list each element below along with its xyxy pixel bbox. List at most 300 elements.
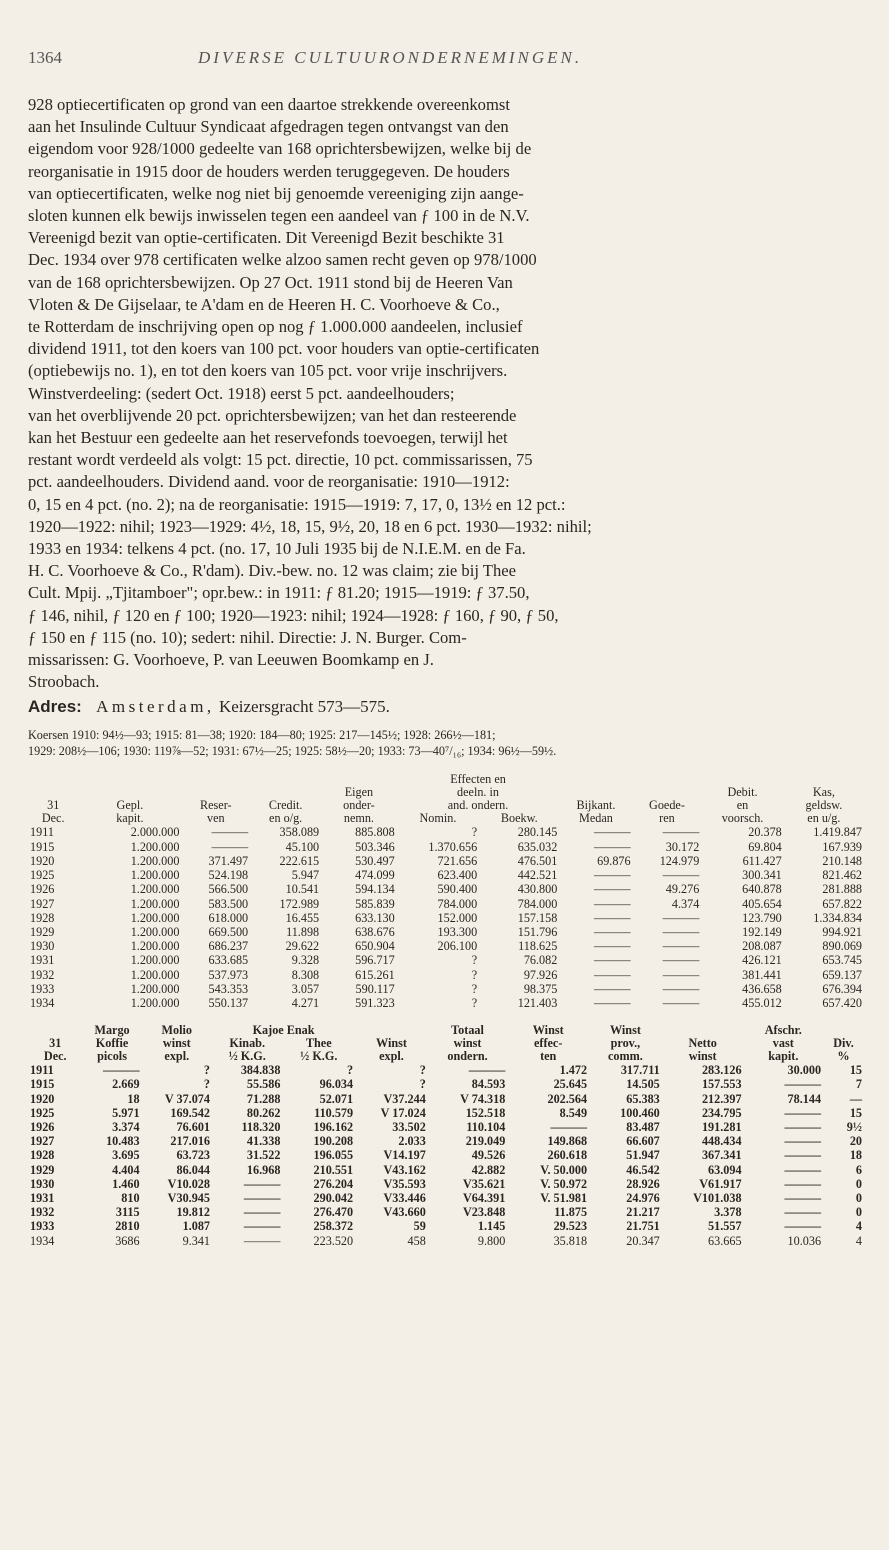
- table-cell: 1927: [30, 1134, 55, 1149]
- table-cell: 1920: [30, 1091, 55, 1106]
- table-row: [28, 1120, 864, 1134]
- table-cell: 123.790: [742, 910, 782, 925]
- table-cell: ———: [662, 967, 700, 982]
- column-header: and. ondern.: [447, 799, 509, 813]
- table-cell: ———: [784, 1219, 822, 1234]
- table-cell: V 37.074: [164, 1091, 210, 1106]
- table-cell: 623.400: [437, 868, 478, 883]
- table-row: [28, 1148, 864, 1162]
- paragraph-line: (optiebewijs no. 1), en tot den koers van 105 pct. voor vrije inschrijvers.: [28, 361, 508, 381]
- table-cell: 1925: [30, 1105, 55, 1120]
- column-header: Effecten en: [450, 773, 506, 787]
- table-cell: 657.420: [822, 995, 862, 1010]
- table-cell: 657.822: [822, 896, 862, 911]
- column-header: deeln. in: [457, 786, 499, 800]
- column-header: Debit.: [727, 786, 758, 800]
- table-cell: 4.374: [671, 896, 700, 911]
- table-row: [28, 1234, 864, 1248]
- table-cell: 594.134: [355, 882, 395, 897]
- header-row: [28, 1050, 864, 1063]
- table-cell: V 17.024: [380, 1105, 426, 1120]
- column-header: %: [837, 1050, 850, 1064]
- table-cell: ———: [211, 839, 249, 854]
- paragraph-line: Cult. Mpij. „Tjitamboer"; opr.bew.: in 1911: ƒ 81.20; 1915—1919: ƒ 37.50,: [28, 583, 530, 603]
- column-header: Bijkant.: [576, 799, 616, 813]
- header-row: [28, 786, 864, 799]
- table-cell: 1.200.000: [130, 981, 180, 996]
- table-cell: 890.069: [822, 939, 862, 954]
- table-row: [28, 1106, 864, 1120]
- column-header: Eigen: [344, 786, 374, 800]
- body-paragraph: [28, 94, 864, 693]
- table-cell: 196.162: [313, 1119, 354, 1134]
- table-cell: 1.472: [559, 1063, 588, 1078]
- table-cell: ———: [784, 1148, 822, 1163]
- table-cell: 503.346: [355, 839, 395, 854]
- table-cell: ?: [203, 1063, 210, 1078]
- page-header: [28, 48, 864, 80]
- column-header: [28, 1024, 83, 1037]
- table-cell: 20: [849, 1134, 862, 1149]
- table-cell: 222.615: [279, 853, 320, 868]
- table-cell: V. 51.981: [540, 1190, 588, 1205]
- table-cell: 63.094: [708, 1162, 742, 1177]
- table-cell: 258.372: [313, 1219, 354, 1234]
- quote-line: Koersen 1910: 94½—93; 1915: 81—38; 1920: 184—80; 1925: 217—145½; 1928: 266½—181;: [28, 728, 496, 743]
- table-cell: 1.200.000: [130, 882, 180, 897]
- table-cell: 19.812: [176, 1205, 210, 1220]
- table-cell: 190.208: [313, 1134, 354, 1149]
- table-cell: 276.470: [313, 1205, 354, 1220]
- table-cell: 124.979: [659, 853, 700, 868]
- table-cell: V37.244: [383, 1091, 426, 1106]
- table-cell: V 74.318: [460, 1091, 506, 1106]
- table-row: [28, 911, 864, 925]
- table-cell: 810: [121, 1190, 140, 1205]
- table-cell: ———: [784, 1205, 822, 1220]
- table-cell: 152.000: [437, 910, 478, 925]
- table-cell: 118.625: [518, 939, 558, 954]
- table-cell: ———: [784, 1105, 822, 1120]
- table-cell: 283.126: [701, 1063, 742, 1078]
- table-cell: V35.621: [462, 1176, 506, 1191]
- column-header: Credit.: [268, 799, 303, 813]
- table-cell: 11.898: [286, 924, 320, 939]
- table-cell: 1926: [30, 1119, 55, 1134]
- table-cell: 3.057: [291, 981, 320, 996]
- paragraph-line: missarissen: G. Voorhoeve, P. van Leeuwen Boomkamp en J.: [28, 650, 434, 670]
- table-cell: V. 50.972: [540, 1176, 588, 1191]
- table-cell: ———: [662, 981, 700, 996]
- table-cell: 300.341: [742, 868, 782, 883]
- price-quotes: [28, 727, 864, 759]
- table-cell: 25.645: [553, 1077, 588, 1092]
- table-cell: V61.917: [699, 1176, 742, 1191]
- table-cell: ———: [594, 825, 631, 840]
- table-cell: ?: [471, 825, 478, 840]
- table-cell: 212.397: [701, 1091, 742, 1106]
- table-cell: ———: [662, 825, 700, 840]
- table-cell: 52.071: [319, 1091, 354, 1106]
- table-cell: 28.926: [626, 1176, 660, 1191]
- table-cell: 686.237: [208, 939, 249, 954]
- paragraph-line: Stroobach.: [28, 672, 100, 692]
- table-cell: 455.012: [742, 995, 782, 1010]
- column-header: Margo: [94, 1024, 130, 1038]
- table-cell: ———: [784, 1077, 822, 1092]
- column-header: Kinab.: [229, 1037, 265, 1051]
- table-cell: 7: [855, 1077, 862, 1092]
- column-header: kapit.: [116, 812, 144, 826]
- table-cell: 358.089: [279, 825, 320, 840]
- table-cell: ———: [243, 1205, 281, 1220]
- column-header: Dec.: [41, 812, 65, 826]
- table-cell: 210.551: [313, 1162, 354, 1177]
- table-cell: 98.375: [523, 981, 558, 996]
- table-cell: 994.921: [822, 924, 862, 939]
- table-cell: 1.200.000: [130, 910, 180, 925]
- table-cell: V101.038: [693, 1190, 742, 1205]
- table-row: [28, 1063, 864, 1077]
- table-cell: 448.434: [701, 1134, 742, 1149]
- column-header: Kas,: [812, 786, 835, 800]
- table-cell: ———: [594, 882, 631, 897]
- table-cell: 566.500: [208, 882, 249, 897]
- paragraph-line: te Rotterdam de inschrijving open op nog ƒ 1.000.000 aandeelen, inclusief: [28, 317, 523, 337]
- table-cell: 31.522: [246, 1148, 281, 1163]
- table-cell: 1.460: [112, 1176, 140, 1191]
- table-cell: 550.137: [208, 995, 249, 1010]
- table-row: [28, 1219, 864, 1233]
- paragraph-line: dividend 1911, tot den koers van 100 pct. voor houders van optie-certificaten: [28, 339, 540, 359]
- table-cell: 46.542: [626, 1162, 660, 1177]
- table-cell: 1911: [30, 825, 54, 840]
- table-cell: 2.000.000: [130, 825, 180, 840]
- table-cell: 30.172: [665, 839, 700, 854]
- column-header: Goede-: [649, 799, 685, 813]
- table-cell: 1.200.000: [130, 939, 180, 954]
- table-cell: 202.564: [547, 1091, 588, 1106]
- table-cell: 1.200.000: [130, 924, 180, 939]
- quote-line: 1929: 208½—106; 1930: 119⅞—52; 1931: 67½—25; 1925: 58½—20; 1933: 73—40⁷/₁₆; 1934: 96½—59½.: [28, 744, 557, 759]
- table-cell: 69.804: [748, 839, 782, 854]
- table-cell: ———: [784, 1190, 822, 1205]
- table-cell: 1915: [30, 1077, 55, 1092]
- table-cell: 885.808: [355, 825, 395, 840]
- table-cell: 1.200.000: [130, 839, 180, 854]
- paragraph-line: ƒ 146, nihil, ƒ 120 en ƒ 100; 1920—1923: nihil; 1924—1928: ƒ 160, ƒ 90, ƒ 50,: [28, 605, 559, 625]
- table-cell: ———: [243, 1219, 281, 1234]
- table-cell: 537.973: [208, 967, 249, 982]
- table-cell: 276.204: [313, 1176, 354, 1191]
- column-header: [250, 773, 321, 786]
- table-row: [28, 953, 864, 967]
- table-cell: 121.403: [517, 995, 558, 1010]
- table-cell: 100.460: [620, 1105, 660, 1120]
- table-cell: 11.875: [554, 1205, 588, 1220]
- column-header: ven: [206, 812, 225, 826]
- header-row: [28, 1024, 864, 1037]
- table-cell: ———: [594, 981, 631, 996]
- column-header: winst: [688, 1050, 717, 1064]
- column-header: kapit.: [768, 1050, 799, 1064]
- table-cell: ?: [419, 1077, 426, 1092]
- address-line: [28, 697, 864, 717]
- table-cell: 1.334.834: [813, 910, 862, 925]
- column-header: Boekw.: [500, 812, 538, 826]
- table-cell: 1933: [30, 1219, 55, 1234]
- paragraph-line: kan het Bestuur een gedeelte aan het reservefonds toevoegen, terwijl het: [28, 428, 508, 448]
- table-cell: 290.042: [313, 1190, 354, 1205]
- table-cell: 210.148: [822, 853, 862, 868]
- table-cell: 590.400: [437, 882, 478, 897]
- table-cell: ———: [594, 868, 631, 883]
- column-header: [633, 773, 702, 786]
- column-header: 31: [47, 799, 60, 813]
- paragraph-line: van optiecertificaten, welke nog niet bij genoemde vereeniging zijn aange-: [28, 183, 524, 203]
- table-cell: V64.391: [462, 1190, 506, 1205]
- table-cell: 633.130: [355, 910, 395, 925]
- table-cell: 152.518: [465, 1105, 506, 1120]
- table-row: [28, 968, 864, 982]
- table-cell: 59: [413, 1219, 426, 1234]
- table-cell: 14.505: [626, 1077, 660, 1092]
- table-cell: 217.016: [170, 1134, 210, 1149]
- table-cell: 821.462: [822, 868, 862, 883]
- table-cell: 29.523: [553, 1219, 588, 1234]
- table-cell: ———: [243, 1176, 281, 1191]
- column-header: en o/g.: [269, 812, 303, 826]
- table-cell: 33.502: [392, 1119, 426, 1134]
- table-cell: 223.520: [313, 1233, 354, 1248]
- table-cell: 29.622: [285, 939, 320, 954]
- column-header: en: [736, 799, 749, 813]
- table-cell: 591.323: [355, 995, 395, 1010]
- table-cell: 721.656: [437, 853, 478, 868]
- running-title: DIVERSE CULTUURONDERNEMINGEN.: [198, 48, 583, 67]
- table-cell: 0: [855, 1190, 862, 1205]
- table-cell: 784.000: [517, 896, 558, 911]
- table-cell: 51.947: [626, 1148, 660, 1163]
- table-cell: 1925: [30, 868, 55, 883]
- table-row: [28, 825, 864, 839]
- table-row: [28, 1177, 864, 1191]
- column-header: winst: [453, 1037, 482, 1051]
- paragraph-line: H. C. Voorhoeve & Co., R'dam). Div.-bew. no. 12 was claim; zie bij Thee: [28, 561, 516, 581]
- table-cell: 55.586: [246, 1077, 281, 1092]
- paragraph-line: reorganisatie in 1915 door de houders werden teruggegeven. De houders: [28, 161, 510, 181]
- table-cell: ———: [594, 967, 631, 982]
- column-header: Nomin.: [419, 812, 457, 826]
- column-header: Molio: [161, 1024, 193, 1038]
- table-cell: 384.838: [240, 1063, 281, 1078]
- table-cell: 1.200.000: [130, 995, 180, 1010]
- column-header: [559, 773, 632, 786]
- table-cell: 10.483: [106, 1134, 140, 1149]
- table-cell: 21.217: [626, 1205, 660, 1220]
- paragraph-line: Winstverdeeling: (sedert Oct. 1918) eerst 5 pct. aandeelhouders;: [28, 383, 455, 403]
- table-cell: 65.383: [626, 1091, 660, 1106]
- address-label: Adres:: [28, 697, 82, 717]
- table-cell: 10.036: [787, 1233, 822, 1248]
- table-cell: 1.200.000: [130, 853, 180, 868]
- table-cell: 640.878: [742, 882, 782, 897]
- table-cell: 1926: [30, 882, 55, 897]
- column-header: [662, 1024, 744, 1037]
- table-cell: 66.607: [626, 1134, 660, 1149]
- header-row: [28, 773, 864, 786]
- table-cell: 157.553: [701, 1077, 742, 1092]
- table-cell: 42.882: [471, 1162, 506, 1177]
- table-cell: ———: [784, 1119, 822, 1134]
- table-cell: V14.197: [383, 1148, 426, 1163]
- table-cell: 260.618: [547, 1148, 588, 1163]
- table-cell: 157.158: [517, 910, 558, 925]
- column-header: [78, 786, 181, 799]
- table-cell: 193.300: [437, 924, 478, 939]
- table-cell: 2.033: [398, 1134, 426, 1149]
- table-cell: 585.839: [355, 896, 395, 911]
- column-header: [559, 786, 632, 799]
- table-cell: ———: [550, 1119, 588, 1134]
- table-cell: 1930: [30, 939, 55, 954]
- table-cell: 280.145: [517, 825, 558, 840]
- column-header: ½ K.G.: [300, 1050, 338, 1064]
- column-header: Netto: [688, 1037, 717, 1051]
- address-city: Amsterdam,: [96, 697, 215, 717]
- table-cell: 24.976: [626, 1190, 660, 1205]
- table-cell: ———: [468, 1063, 506, 1078]
- table-cell: 669.500: [208, 924, 249, 939]
- page-number: 1364: [28, 48, 62, 67]
- paragraph-line: Vloten & De Gijselaar, te A'dam en de Heeren H. C. Voorhoeve & Co.,: [28, 294, 500, 314]
- table-row: [28, 1163, 864, 1177]
- paragraph-line: sloten kunnen elk bewijs inwisselen tegen een aandeel van ƒ 100 in de N.V.: [28, 206, 530, 226]
- table-cell: 84.593: [471, 1077, 506, 1092]
- header-row: [28, 1037, 864, 1050]
- table-cell: 0: [855, 1176, 862, 1191]
- table-cell: 196.055: [313, 1148, 354, 1163]
- table-cell: 3.695: [112, 1148, 140, 1163]
- table-cell: V. 50.000: [540, 1162, 588, 1177]
- table-cell: 51.557: [708, 1219, 742, 1234]
- table-cell: 5.971: [112, 1105, 140, 1120]
- table-cell: 281.888: [822, 882, 862, 897]
- table-cell: 1930: [30, 1176, 55, 1191]
- column-header: Winst: [609, 1024, 641, 1038]
- table-cell: 206.100: [437, 939, 478, 954]
- table-cell: 20.347: [626, 1233, 660, 1248]
- table-cell: ———: [662, 953, 700, 968]
- table-cell: 436.658: [742, 981, 782, 996]
- column-header: [78, 773, 181, 786]
- table-cell: 1931: [30, 1190, 55, 1205]
- column-header: vast: [772, 1037, 794, 1051]
- table-cell: 1.419.847: [813, 825, 862, 840]
- table-cell: ?: [471, 953, 478, 968]
- table-cell: 784.000: [437, 896, 478, 911]
- table-cell: V33.446: [383, 1190, 426, 1205]
- table-cell: ———: [662, 939, 700, 954]
- paragraph-line: 928 optiecertificaten op grond van een daartoe strekkende overeenkomst: [28, 95, 510, 114]
- table-cell: 15: [849, 1063, 862, 1078]
- table-cell: ———: [662, 868, 700, 883]
- paragraph-line: Dec. 1934 over 978 certificaten welke alzoo samen recht geven op 978/1000: [28, 250, 537, 270]
- table-cell: ———: [594, 839, 631, 854]
- column-header: comm.: [607, 1050, 643, 1064]
- column-header: 31: [49, 1037, 62, 1051]
- table-cell: V23.848: [462, 1205, 506, 1220]
- table-cell: 169.542: [170, 1105, 210, 1120]
- table-cell: 8.308: [291, 967, 320, 982]
- table-cell: 476.501: [517, 853, 558, 868]
- table-cell: 80.262: [246, 1105, 281, 1120]
- table-cell: 15: [849, 1105, 862, 1120]
- paragraph-line: van de 168 oprichtersbewijzen. Op 27 Oct. 1911 stond bij de Heeren Van: [28, 272, 513, 292]
- column-header: expl.: [164, 1050, 190, 1064]
- table-row: [28, 1134, 864, 1148]
- table-cell: ———: [662, 910, 700, 925]
- table-cell: 618.000: [208, 910, 249, 925]
- table-cell: 405.654: [742, 896, 782, 911]
- table-cell: 9.800: [477, 1233, 506, 1248]
- results-table: [28, 1024, 864, 1248]
- table-cell: 63.723: [176, 1148, 210, 1163]
- table-cell: 1929: [30, 924, 55, 939]
- paragraph-line: Vereenigd bezit van optie-certificaten. Dit Vereenigd Bezit beschikte 31: [28, 228, 505, 248]
- table-cell: ———: [594, 896, 631, 911]
- table-cell: V43.162: [383, 1162, 426, 1177]
- table-cell: 676.394: [822, 981, 862, 996]
- table-cell: 97.926: [523, 967, 558, 982]
- table-cell: 635.032: [517, 839, 558, 854]
- column-header: Winst: [375, 1037, 407, 1051]
- table-cell: 3.378: [714, 1205, 742, 1220]
- table-cell: 96.034: [319, 1077, 354, 1092]
- table-cell: 6: [855, 1162, 862, 1177]
- table-cell: 167.939: [822, 839, 862, 854]
- column-header: [701, 773, 783, 786]
- table-cell: 530.497: [355, 853, 395, 868]
- table-cell: 16.455: [285, 910, 320, 925]
- column-header: Totaal: [451, 1024, 484, 1038]
- table-cell: 1927: [30, 896, 55, 911]
- table-cell: V10.028: [167, 1176, 210, 1191]
- column-header: Dec.: [43, 1050, 67, 1064]
- table-cell: ———: [243, 1233, 281, 1248]
- table-cell: 371.497: [208, 853, 249, 868]
- table-cell: 474.099: [355, 868, 395, 883]
- table-cell: 5.947: [291, 868, 320, 883]
- table-cell: 367.341: [701, 1148, 742, 1163]
- column-header: [633, 786, 702, 799]
- column-header: picols: [97, 1050, 127, 1064]
- paragraph-line: ƒ 150 en ƒ 115 (no. 10); sedert: nihil. Directie: J. N. Burger. Com-: [28, 627, 467, 647]
- table-cell: 8.549: [559, 1105, 588, 1120]
- table-cell: 1933: [30, 981, 55, 996]
- table-cell: 2810: [115, 1219, 140, 1234]
- table-cell: 192.149: [742, 924, 782, 939]
- column-header: ren: [659, 812, 675, 826]
- table-cell: 151.796: [517, 924, 558, 939]
- table-cell: 1.087: [182, 1219, 210, 1234]
- table-cell: 633.685: [208, 953, 249, 968]
- header-row: [28, 812, 864, 825]
- table-cell: 149.868: [547, 1134, 588, 1149]
- table-cell: 1.200.000: [130, 896, 180, 911]
- table-cell: 1932: [30, 1205, 55, 1220]
- table-cell: 9.328: [291, 953, 320, 968]
